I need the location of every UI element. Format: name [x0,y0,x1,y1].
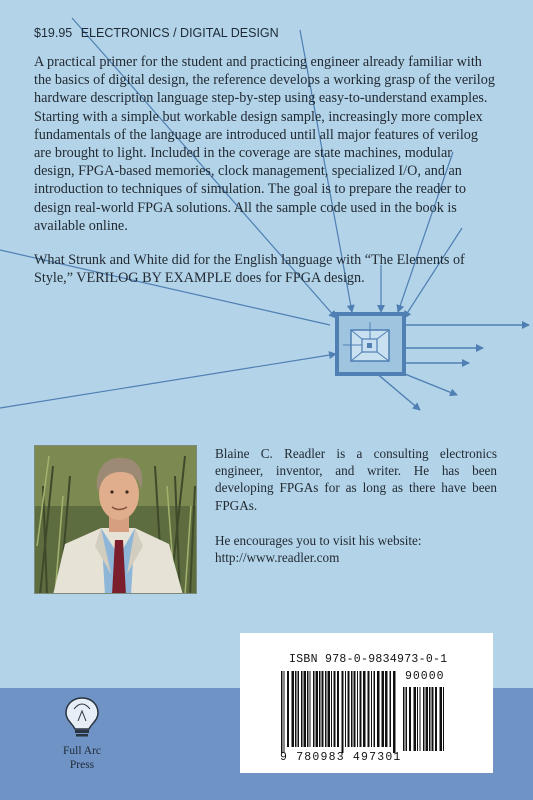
barcode-bar [310,671,311,747]
barcode-bar [298,671,300,747]
barcode-bar [432,687,434,751]
barcode-bar [420,687,421,751]
barcode-bar [354,671,356,747]
author-photo [34,445,197,594]
publisher-name-line2: Press [69,759,95,771]
barcode-bar [385,671,388,747]
barcode-bar [307,671,309,747]
website-invitation [215,532,497,566]
price-addon-barcode [403,687,449,753]
barcode-bar [328,671,331,747]
barcode-bar [443,687,444,751]
barcode-bar [440,687,443,751]
category-label: ELECTRONICS / DIGITAL DESIGN [80,26,279,40]
barcode-bar [363,671,366,747]
barcode-bar [382,671,385,747]
barcode-bar [423,687,425,751]
publisher-name [42,744,122,772]
barcode-bar [390,671,392,747]
book-description [34,53,496,303]
barcode-bar [337,671,339,747]
barcode-bar [287,671,289,747]
barcode-bar [313,671,315,747]
barcode-bar [406,687,408,751]
barcode-bar [284,671,285,753]
barcode-bar [295,671,297,747]
author-website-link[interactable]: http://www.readler.com [215,550,340,566]
barcode-bar [393,671,396,753]
ean-digits: 9 780983 497301 [280,751,402,764]
isbn-text: ISBN 978-0-9834973-0-1 [289,653,448,666]
lightbulb-icon [62,695,102,739]
publisher-logo [42,695,122,772]
barcode-bar [345,671,346,747]
price-code: 90000 [405,670,445,683]
barcode-bar [368,671,370,747]
barcode-bar [426,687,429,751]
visit-text: He encourages you to visit his website: [215,532,422,548]
barcode-bar [322,671,324,747]
barcode-panel [240,633,493,773]
barcode-bar [435,687,437,751]
barcode-bar [334,671,336,747]
author-bio [215,445,497,566]
publisher-name-line1: Full Arc [62,745,101,757]
barcode-bar [417,687,418,751]
price-category-line [34,26,284,40]
description-paragraph-comparison: What Strunk and White did for the English language with “The Elements of Style,” VERILOG BY EXAMPLE does for FPGA design. [34,252,465,287]
chip-icon [337,314,404,374]
barcode-bar [414,687,417,751]
barcode-bar [281,671,283,753]
barcode-bar [301,671,303,747]
barcode-bar [360,671,362,747]
barcode-bar [429,687,431,751]
price-label: $19.95 [34,26,73,40]
barcode-bar [351,671,353,747]
barcode-bar [371,671,372,747]
barcode-bar [325,671,327,747]
barcode-bar [342,671,344,753]
barcode-bar [377,671,380,747]
barcode-bar [319,671,321,747]
barcode-bar [316,671,319,747]
author-bio-text: Blaine C. Readler is a consulting electronics engineer, inventor, and writer. He has been developing FPGAs for as long as there have been FPGAs. [215,446,497,513]
barcode-bar [409,687,411,751]
barcode-bar [403,687,405,751]
barcode-bar [357,671,358,747]
barcode-bar [348,671,350,747]
isbn-barcode [281,671,401,753]
barcode-bar [331,671,332,747]
barcode-bar [304,671,307,747]
barcode-bar [292,671,295,747]
barcode-bar [374,671,376,747]
description-paragraph: A practical primer for the student and practicing engineer already familiar with the basics of digital design, the reference develops a working grasp of the verilog hardware description language step-by-step using easy-to-understand examples. Starting with a simple but workable design sample, increasingly more complex fundamentals of the language are introduced until all major features of verilog are brought to light. Included in the coverage are state machines, modular design, FPGA-based memories, clock management, specialized I/O, and an introduction to techniques of simulation. The goal is to prepare the reader to design real-world FPGA solutions. All the sample code used in the book is available online. [34,54,495,234]
